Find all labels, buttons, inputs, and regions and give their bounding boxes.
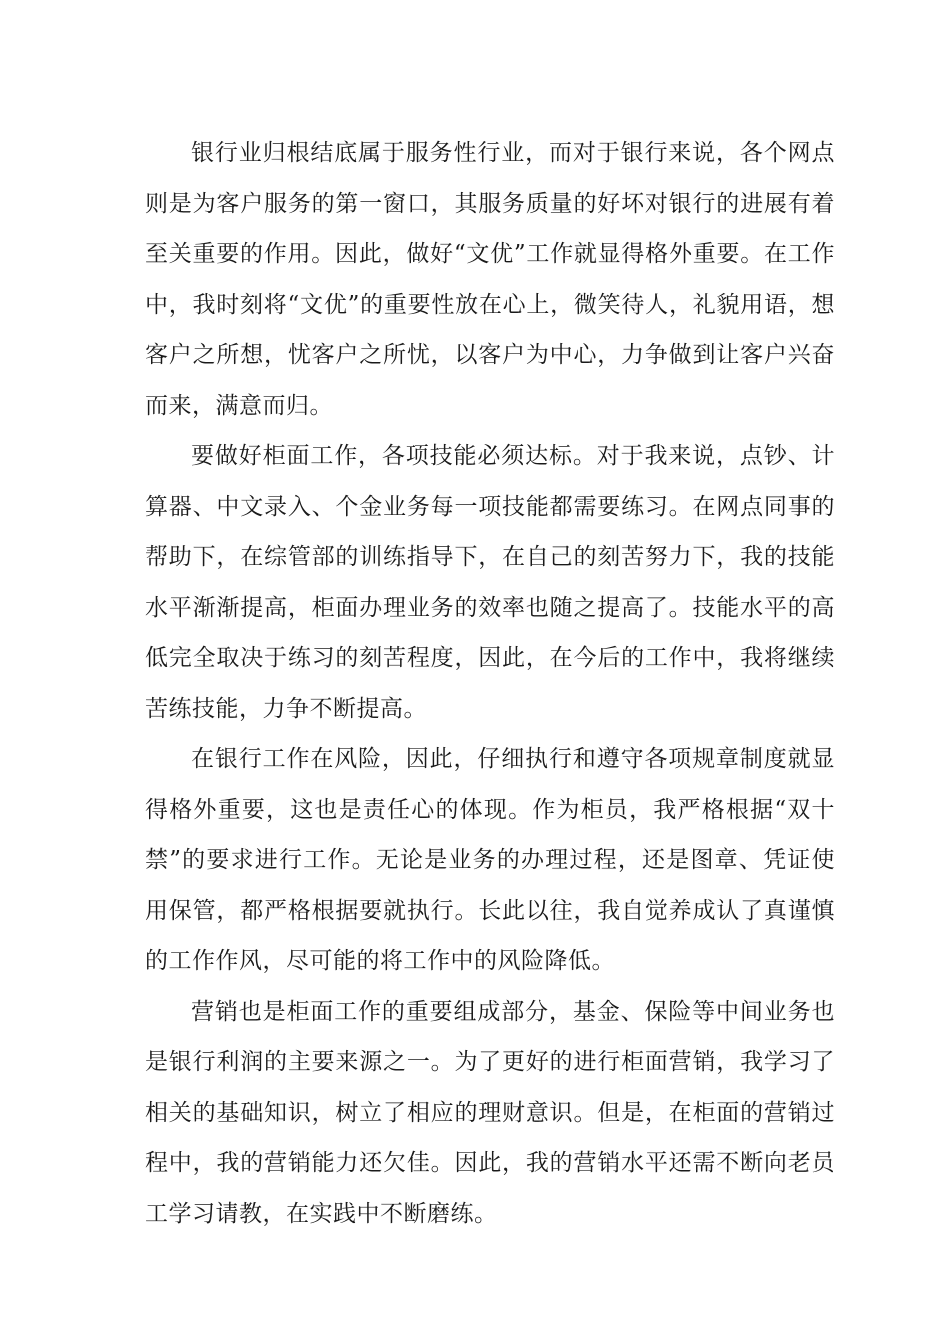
document-body [145, 128, 835, 1239]
paragraph-counter-skills: 要做好柜面工作，各项技能必须达标。对于我来说，点钞、计算器、中文录入、个金业务每一项技能都需要练习。在网点同事的帮助下，在综管部的训练指导下，在自己的刻苦努力下，我的技能水平渐渐提高，柜面办理业务的效率也随之提高了。技能水平的高低完全取决于练习的刻苦程度，因此，在今后的工作中，我将继续苦练技能，力争不断提高。 [145, 443, 835, 722]
paragraph-risk-rules: 在银行工作在风险，因此，仔细执行和遵守各项规章制度就显得格外重要，这也是责任心的体现。作为柜员，我严格根据“双十禁”的要求进行工作。无论是业务的办理过程，还是图章、凭证使用保管，都严格根据要就执行。长此以往，我自觉养成认了真谨慎的工作作风，尽可能的将工作中的风险降低。 [145, 746, 835, 974]
paragraph-service-quality: 银行业归根结底属于服务性行业，而对于银行来说，各个网点则是为客户服务的第一窗口，其服务质量的好坏对银行的进展有着至关重要的作用。因此，做好“文优”工作就显得格外重要。在工作中，我时刻将“文优”的重要性放在心上，微笑待人，礼貌用语，想客户之所想，忧客户之所忧，以客户为中心，力争做到让客户兴奋而来，满意而归。 [145, 140, 835, 419]
paragraph-marketing: 营销也是柜面工作的重要组成部分，基金、保险等中间业务也是银行利润的主要来源之一。为了更好的进行柜面营销，我学习了相关的基础知识，树立了相应的理财意识。但是，在柜面的营销过程中，我的营销能力还欠佳。因此，我的营销水平还需不断向老员工学习请教，在实践中不断磨练。 [145, 998, 835, 1227]
